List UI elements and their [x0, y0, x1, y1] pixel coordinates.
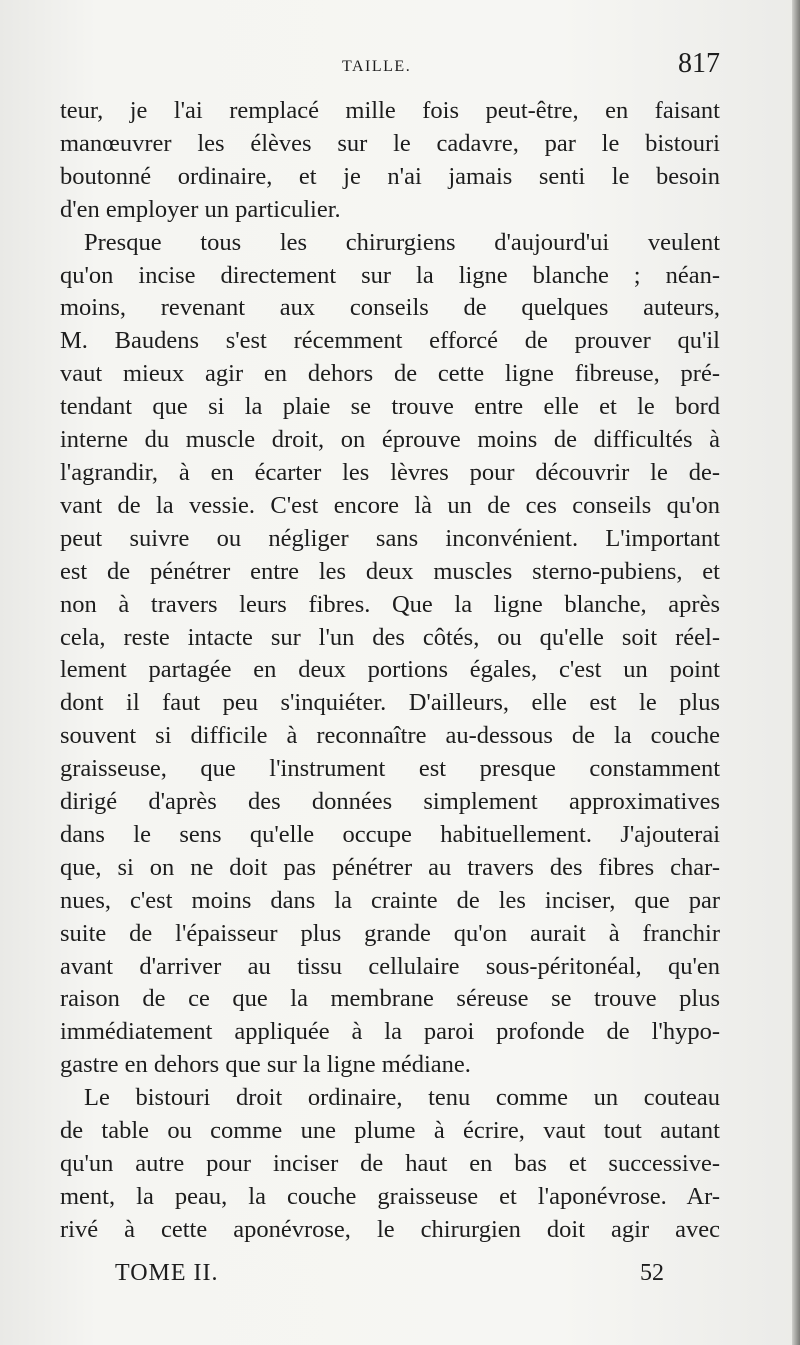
page-header	[60, 48, 720, 88]
body-text	[60, 95, 720, 1247]
text-line: gastre en dehors que sur la ligne médiane.	[60, 1051, 471, 1079]
text-line: boutonné ordinaire, et je n'ai jamais senti le besoin	[60, 162, 720, 190]
text-line: graisseuse, que l'instrument est presque constamment	[60, 755, 720, 783]
text-line: lement partagée en deux portions égales, c'est un point	[60, 656, 720, 684]
page-number: 817	[678, 48, 720, 79]
signature-mark: 52	[640, 1260, 664, 1286]
text-line: suite de l'épaisseur plus grande qu'on aurait à franchir	[60, 919, 720, 947]
running-head: TAILLE.	[342, 58, 412, 75]
volume-label: TOME II.	[115, 1260, 219, 1286]
text-line: immédiatement appliquée à la paroi profonde de l'hypo-	[60, 1018, 720, 1046]
text-line: tendant que si la plaie se trouve entre elle et le bord	[60, 393, 720, 421]
page-edge-shadow	[792, 0, 800, 1345]
text-line: manœuvrer les élèves sur le cadavre, par le bistouri	[60, 129, 720, 157]
text-line: vaut mieux agir en dehors de cette ligne fibreuse, pré-	[60, 360, 720, 388]
text-line: qu'on incise directement sur la ligne blanche ; néan-	[60, 261, 720, 289]
text-line: de table ou comme une plume à écrire, vaut tout autant	[60, 1117, 720, 1145]
text-line: cela, reste intacte sur l'un des côtés, ou qu'elle soit réel-	[60, 623, 720, 651]
text-line: souvent si difficile à reconnaître au-dessous de la couche	[60, 722, 720, 750]
text-line: non à travers leurs fibres. Que la ligne blanche, après	[60, 590, 720, 618]
text-line: peut suivre ou négliger sans inconvénient. L'important	[60, 524, 720, 552]
text-line: interne du muscle droit, on éprouve moins de difficultés à	[60, 426, 720, 454]
text-line: teur, je l'ai remplacé mille fois peut-être, en faisant	[60, 97, 720, 124]
text-line: dirigé d'après des données simplement approximatives	[60, 788, 720, 816]
text-line: nues, c'est moins dans la crainte de les inciser, que par	[60, 886, 720, 914]
text-line: d'en employer un particulier.	[60, 195, 341, 223]
text-line: M. Baudens s'est récemment efforcé de prouver qu'il	[60, 327, 720, 355]
text-line: Le bistouri droit ordinaire, tenu comme un couteau	[84, 1084, 720, 1112]
text-line: vant de la vessie. C'est encore là un de ces conseils qu'on	[60, 491, 720, 519]
text-line: ment, la peau, la couche graisseuse et l'aponévrose. Ar-	[60, 1182, 720, 1210]
text-line: Presque tous les chirurgiens d'aujourd'ui veulent	[84, 228, 720, 256]
text-line: dans le sens qu'elle occupe habituellement. J'ajouterai	[60, 820, 720, 848]
text-line: moins, revenant aux conseils de quelques auteurs,	[60, 294, 720, 322]
page-footer	[60, 1260, 720, 1300]
text-line: l'agrandir, à en écarter les lèvres pour découvrir le de-	[60, 458, 720, 486]
text-line: est de pénétrer entre les deux muscles sterno-pubiens, et	[60, 557, 720, 585]
text-line: que, si on ne doit pas pénétrer au travers des fibres char-	[60, 853, 720, 881]
text-line: avant d'arriver au tissu cellulaire sous-péritonéal, qu'en	[60, 952, 720, 980]
text-line: dont il faut peu s'inquiéter. D'ailleurs, elle est le plus	[60, 689, 720, 717]
text-line: qu'un autre pour inciser de haut en bas et successive-	[60, 1150, 720, 1177]
text-line: rivé à cette aponévrose, le chirurgien doit agir avec	[60, 1215, 720, 1243]
text-line: raison de ce que la membrane séreuse se trouve plus	[60, 985, 720, 1013]
